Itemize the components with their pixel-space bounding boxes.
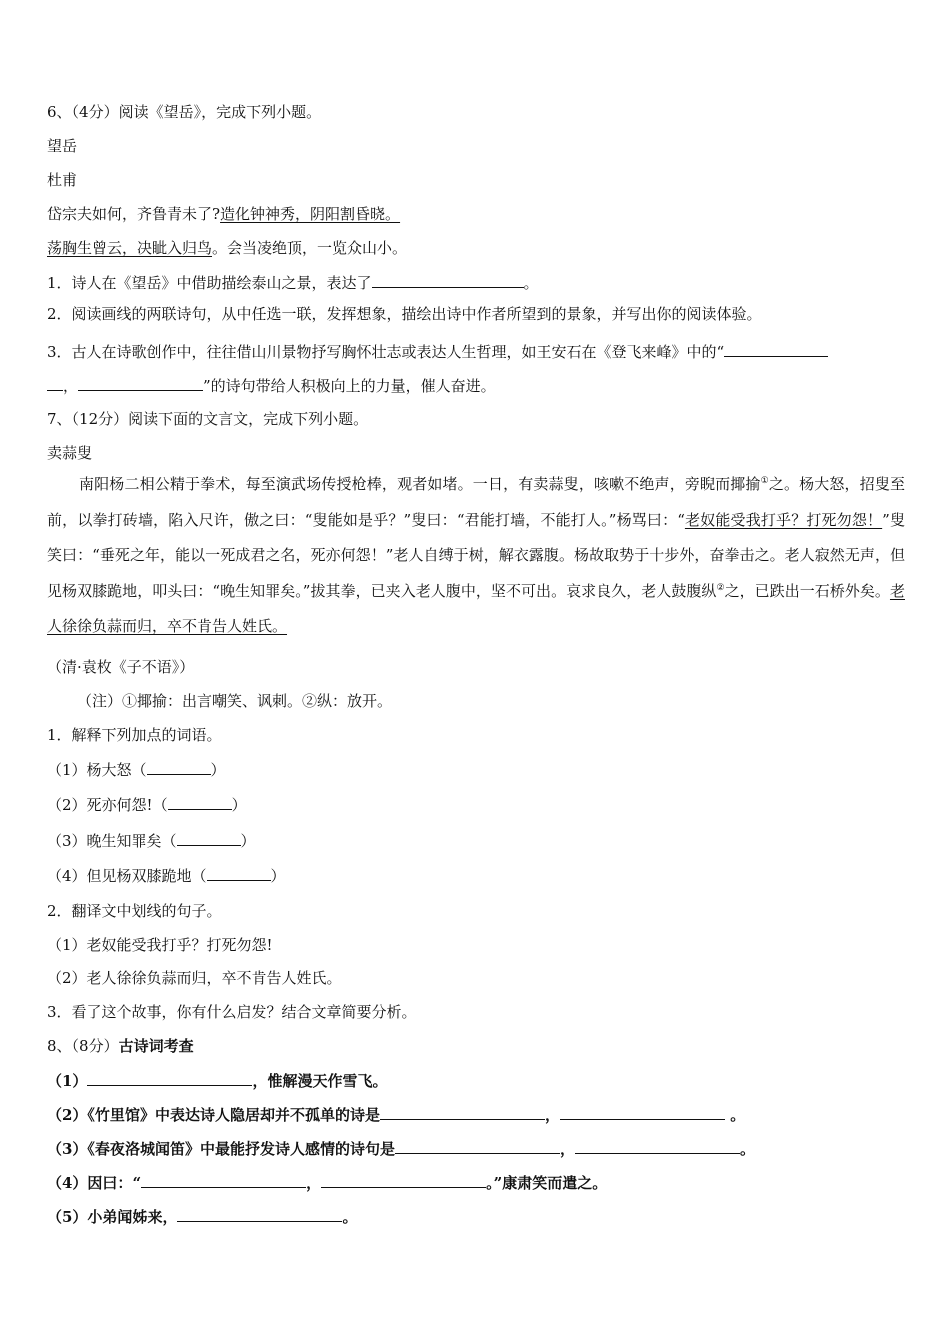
q6-item-3-line-1 xyxy=(47,341,828,362)
q7-item-1: 1．解释下列加点的词语。 xyxy=(47,726,222,744)
answer-blank[interactable] xyxy=(395,1138,560,1154)
q7-item-2-sub-1: （1）老奴能受我打乎？打死勿怨! xyxy=(47,936,273,954)
passage-title: 卖蒜叟 xyxy=(47,444,93,462)
q7-item-1-sub-3 xyxy=(47,830,256,851)
q8-header-title: 古诗词考查 xyxy=(118,1037,194,1055)
q7-item-2: 2．翻译文中划线的句子。 xyxy=(47,902,222,920)
sub-text: （1） xyxy=(47,1072,88,1090)
q6-item-1-text: 1．诗人在《望岳》中借助描绘泰山之景，表达了 xyxy=(47,274,372,292)
q6-item-1 xyxy=(47,272,539,293)
q8-header xyxy=(47,1036,194,1056)
answer-blank[interactable] xyxy=(321,1172,486,1188)
q8-sub-2 xyxy=(47,1104,745,1125)
q8-sub-4 xyxy=(47,1172,607,1193)
q6-item-3-line-2 xyxy=(47,375,496,396)
q6-item-3-comma: ， xyxy=(63,377,79,395)
close-paren: ） xyxy=(231,796,247,814)
answer-blank[interactable] xyxy=(380,1104,545,1120)
close-paren: ） xyxy=(210,761,226,779)
note-mark-1: ① xyxy=(760,476,769,486)
q6-header: 6、（4分）阅读《望岳》，完成下列小题。 xyxy=(47,103,322,121)
answer-blank[interactable] xyxy=(207,865,271,881)
sub-text: （1）杨大怒（ xyxy=(47,761,147,779)
sub-text: （3）《春夜洛城闻笛》中最能抒发诗人感情的诗句是 xyxy=(47,1140,395,1158)
passage-source: （清·袁枚《子不语》） xyxy=(47,658,195,676)
answer-blank[interactable] xyxy=(47,375,63,391)
sub-text: 。 xyxy=(724,1106,746,1124)
sub-text: （2）《竹里馆》中表达诗人隐居却并不孤单的诗是 xyxy=(47,1106,380,1124)
passage-underlined-2: 老人徐徐负蒜而归，卒不肯告人姓氏。 xyxy=(47,581,905,636)
answer-blank[interactable] xyxy=(78,375,203,391)
sub-text: （5）小弟闻姊来， xyxy=(47,1208,178,1226)
q7-item-2-sub-2: （2）老人徐徐负蒜而归，卒不肯告人姓氏。 xyxy=(47,969,342,987)
sub-text: ， xyxy=(306,1174,322,1192)
sub-text: ，惟解漫天作雪飞。 xyxy=(252,1072,388,1090)
passage-body xyxy=(47,467,905,645)
sub-text: （4）但见杨双膝跪地（ xyxy=(47,867,207,885)
answer-blank[interactable] xyxy=(141,1172,306,1188)
q7-item-1-sub-4 xyxy=(47,865,286,886)
poem-line-1 xyxy=(47,204,400,224)
sub-text: （3）晚生知罪矣（ xyxy=(47,832,177,850)
answer-blank[interactable] xyxy=(560,1104,725,1120)
q8-header-score: 8、（8分） xyxy=(47,1037,119,1055)
sub-text: ， xyxy=(559,1140,575,1158)
sub-text: （4）因曰：“ xyxy=(47,1174,142,1192)
sub-text: ， xyxy=(544,1106,560,1124)
poem-line-2 xyxy=(47,238,407,258)
poem-line-1-underlined: 造化钟神秀，阴阳割昏晓。 xyxy=(220,205,401,223)
q6-item-2: 2．阅读画线的两联诗句，从中任选一联，发挥想象，描绘出诗中作者所望到的景象，并写出你的阅读体验。 xyxy=(47,305,762,323)
answer-blank[interactable] xyxy=(147,759,211,775)
passage-part-a: 南阳杨二相公精于拳术，每至演武场传授枪棒，观者如堵。一日，有卖蒜叟，咳嗽不绝声，旁睨而揶揄 xyxy=(79,475,761,493)
q6-item-1-end: 。 xyxy=(523,274,539,292)
answer-blank[interactable] xyxy=(87,1070,252,1086)
answer-blank[interactable] xyxy=(724,341,828,357)
answer-blank[interactable] xyxy=(177,1206,342,1222)
passage-part-b: 之。杨大怒，招叟至前，以拳打砖墙，陷入尺许，傲之曰：“叟能如是乎？”叟曰：“君能打墙，不能打人。”杨骂曰：“ xyxy=(47,475,905,529)
poem-line-2-underlined: 荡胸生曾云，决眦入归鸟 xyxy=(47,239,213,257)
sub-text: 。 xyxy=(342,1208,358,1226)
poem-line-2-plain: 。会当凌绝顶，一览众山小。 xyxy=(212,239,408,257)
answer-blank[interactable] xyxy=(177,830,241,846)
passage-part-c: ”叟笑曰：“垂死之年，能以一死成君之名，死亦何怨！”老人自缚于树，解衣露腹。杨故取势于十步外，奋拳击之。老人寂然无声，但见杨双膝跪地，叩头曰：“晚生知罪矣。”拔其拳，已夹入老人腹中，坚不可出。哀求良久，老人鼓腹纵 xyxy=(47,510,905,600)
q6-item-3-end: ”的诗句带给人积极向上的力量，催人奋进。 xyxy=(203,377,496,395)
passage-part-d: 之，已跌出一石桥外矣。 xyxy=(724,581,890,600)
close-paren: ） xyxy=(240,832,256,850)
sub-text: 。 xyxy=(739,1140,755,1158)
sub-text: （2）死亦何怨!（ xyxy=(47,796,168,814)
note-mark-2: ② xyxy=(716,582,725,593)
close-paren: ） xyxy=(270,867,286,885)
q6-item-3-text: 3．古人在诗歌创作中，往往借山川景物抒写胸怀壮志或表达人生哲理，如王安石在《登飞来峰》中的“ xyxy=(47,343,725,361)
passage-underlined-1: 老奴能受我打乎？打死勿怨！ xyxy=(684,510,883,529)
sub-text: 。”康肃笑而遣之。 xyxy=(486,1174,608,1192)
q7-header: 7、（12分）阅读下面的文言文，完成下列小题。 xyxy=(47,410,369,428)
answer-blank[interactable] xyxy=(168,794,232,810)
poem-line-1-plain: 岱宗夫如何，齐鲁青未了? xyxy=(47,205,221,223)
passage-notes: （注）①揶揄：出言嘲笑、讽刺。②纵：放开。 xyxy=(77,692,393,710)
q8-sub-1 xyxy=(47,1070,387,1091)
poem-title: 望岳 xyxy=(47,137,78,155)
q7-item-1-sub-2 xyxy=(47,794,247,815)
answer-blank[interactable] xyxy=(575,1138,740,1154)
q8-sub-3 xyxy=(47,1138,755,1159)
q8-sub-5 xyxy=(47,1206,357,1227)
q7-item-3: 3．看了这个故事，你有什么启发？结合文章简要分析。 xyxy=(47,1003,417,1021)
answer-blank[interactable] xyxy=(372,272,524,288)
q7-item-1-sub-1 xyxy=(47,759,226,780)
poem-author: 杜甫 xyxy=(47,171,78,189)
